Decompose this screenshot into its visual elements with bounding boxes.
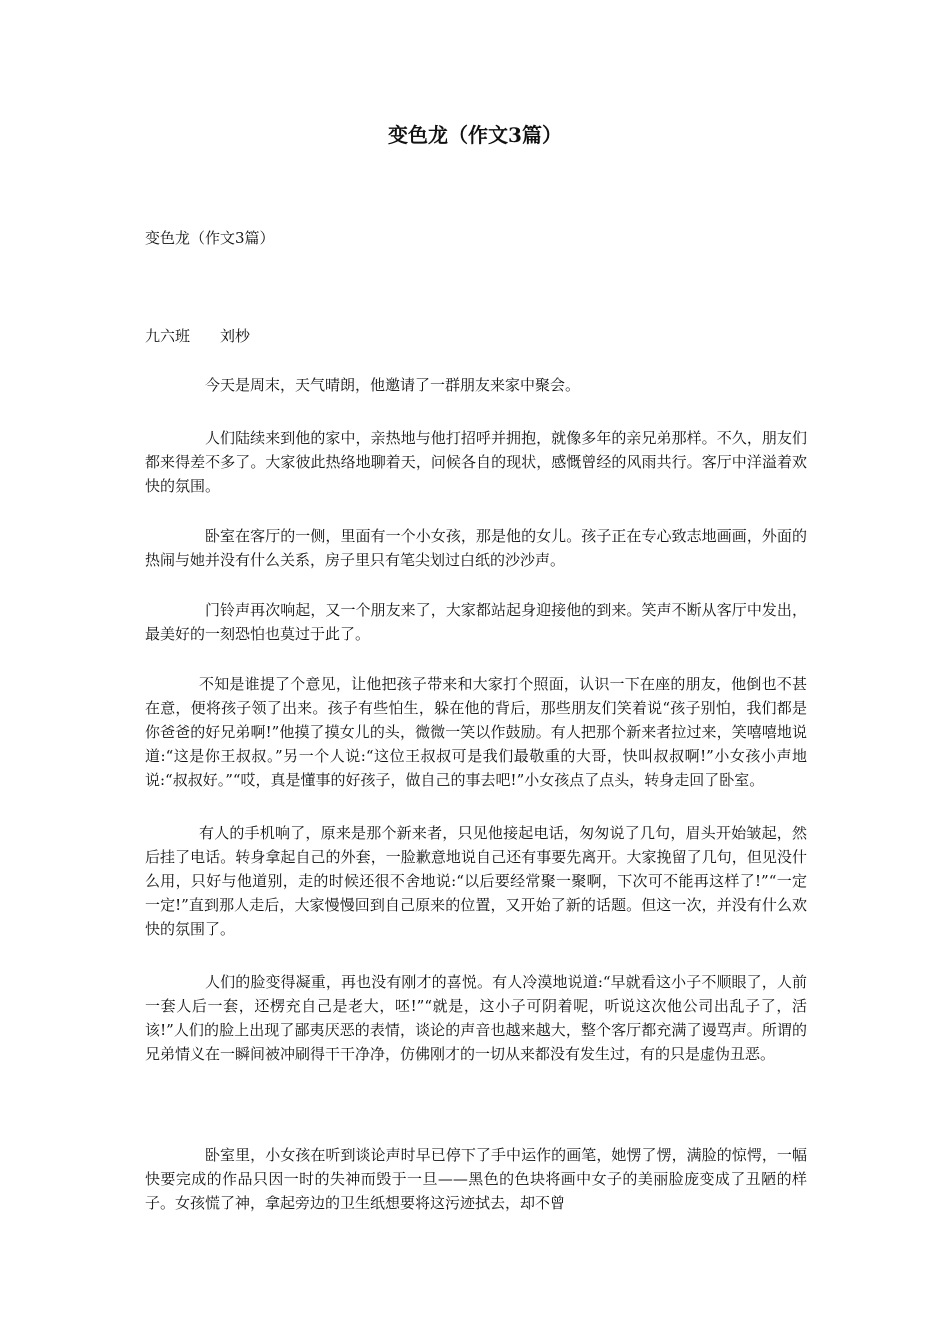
paragraph-2: 人们陆续来到他的家中，亲热地与他打招呼并拥抱，就像多年的亲兄弟那样。不久，朋友们都来得差不多了。大家彼此热络地聊着天，问候各自的现状，感慨曾经的风雨共行。客厅中洋溢着欢快的氛围。 [145,429,807,495]
paragraph-8: 卧室里，小女孩在听到谈论声时早已停下了手中运作的画笔，她愣了愣，满脸的惊愕，一幅快要完成的作品只因一时的失神而毁于一旦——黑色的色块将画中女子的美丽脸庞变成了丑陋的样子。女孩慌了神，拿起旁边的卫生纸想要将这污迹拭去，却不曾 [145,1146,807,1212]
paragraph-3: 卧室在客厅的一侧，里面有一个小女孩，那是他的女儿。孩子正在专心致志地画画，外面的热闹与她并没有什么关系，房子里只有笔尖划过白纸的沙沙声。 [145,527,807,569]
byline-class: 九六班 [145,327,191,345]
byline [145,324,250,348]
byline-author: 刘杪 [220,327,251,345]
paragraph-5: 不知是谁提了个意见，让他把孩子带来和大家打个照面，认识一下在座的朋友，他倒也不甚在意，便将孩子领了出来。孩子有些怕生，躲在他的背后，那些朋友们笑着说“孩子别怕，我们都是你爸爸的好兄弟啊!”他摸了摸女儿的头，微微一笑以作鼓励。有人把那个新来者拉过来，笑嘻嘻地说道:“这是你王叔叔。”另一个人说:“这位王叔叔可是我们最敬重的大哥，快叫叔叔啊!”小女孩小声地说:“叔叔好。”“哎，真是懂事的好孩子，做自己的事去吧!”小女孩点了点头，转身走回了卧室。 [145,675,807,789]
paragraph-6: 有人的手机响了，原来是那个新来者，只见他接起电话，匆匆说了几句，眉头开始皱起，然后挂了电话。转身拿起自己的外套，一脸歉意地说自己还有事要先离开。大家挽留了几句，但见没什么用，只好与他道别，走的时候还很不舍地说:“以后要经常聚一聚啊，下次可不能再这样了!”“一定一定!”直到那人走后，大家慢慢回到自己原来的位置，又开始了新的话题。但这一次，并没有什么欢快的氛围了。 [145,824,807,938]
document-subtitle: 变色龙（作文3篇） [145,229,275,247]
document-title: 变色龙（作文3篇） [388,123,562,147]
paragraph-7: 人们的脸变得凝重，再也没有刚才的喜悦。有人冷漠地说道:“早就看这小子不顺眼了，人前一套人后一套，还楞充自己是老大，呸!”“就是，这小子可阴着呢，听说这次他公司出乱子了，活该!”人们的脸上出现了鄙夷厌恶的表情，谈论的声音也越来越大，整个客厅都充满了谩骂声。所谓的兄弟情义在一瞬间被冲刷得干干净净，仿佛刚才的一切从来都没有发生过，有的只是虚伪丑恶。 [145,973,807,1063]
paragraph-1: 今天是周末，天气晴朗，他邀请了一群朋友来家中聚会。 [205,376,581,394]
paragraph-4: 门铃声再次响起，又一个朋友来了，大家都站起身迎接他的到来。笑声不断从客厅中发出，最美好的一刻恐怕也莫过于此了。 [145,601,807,643]
